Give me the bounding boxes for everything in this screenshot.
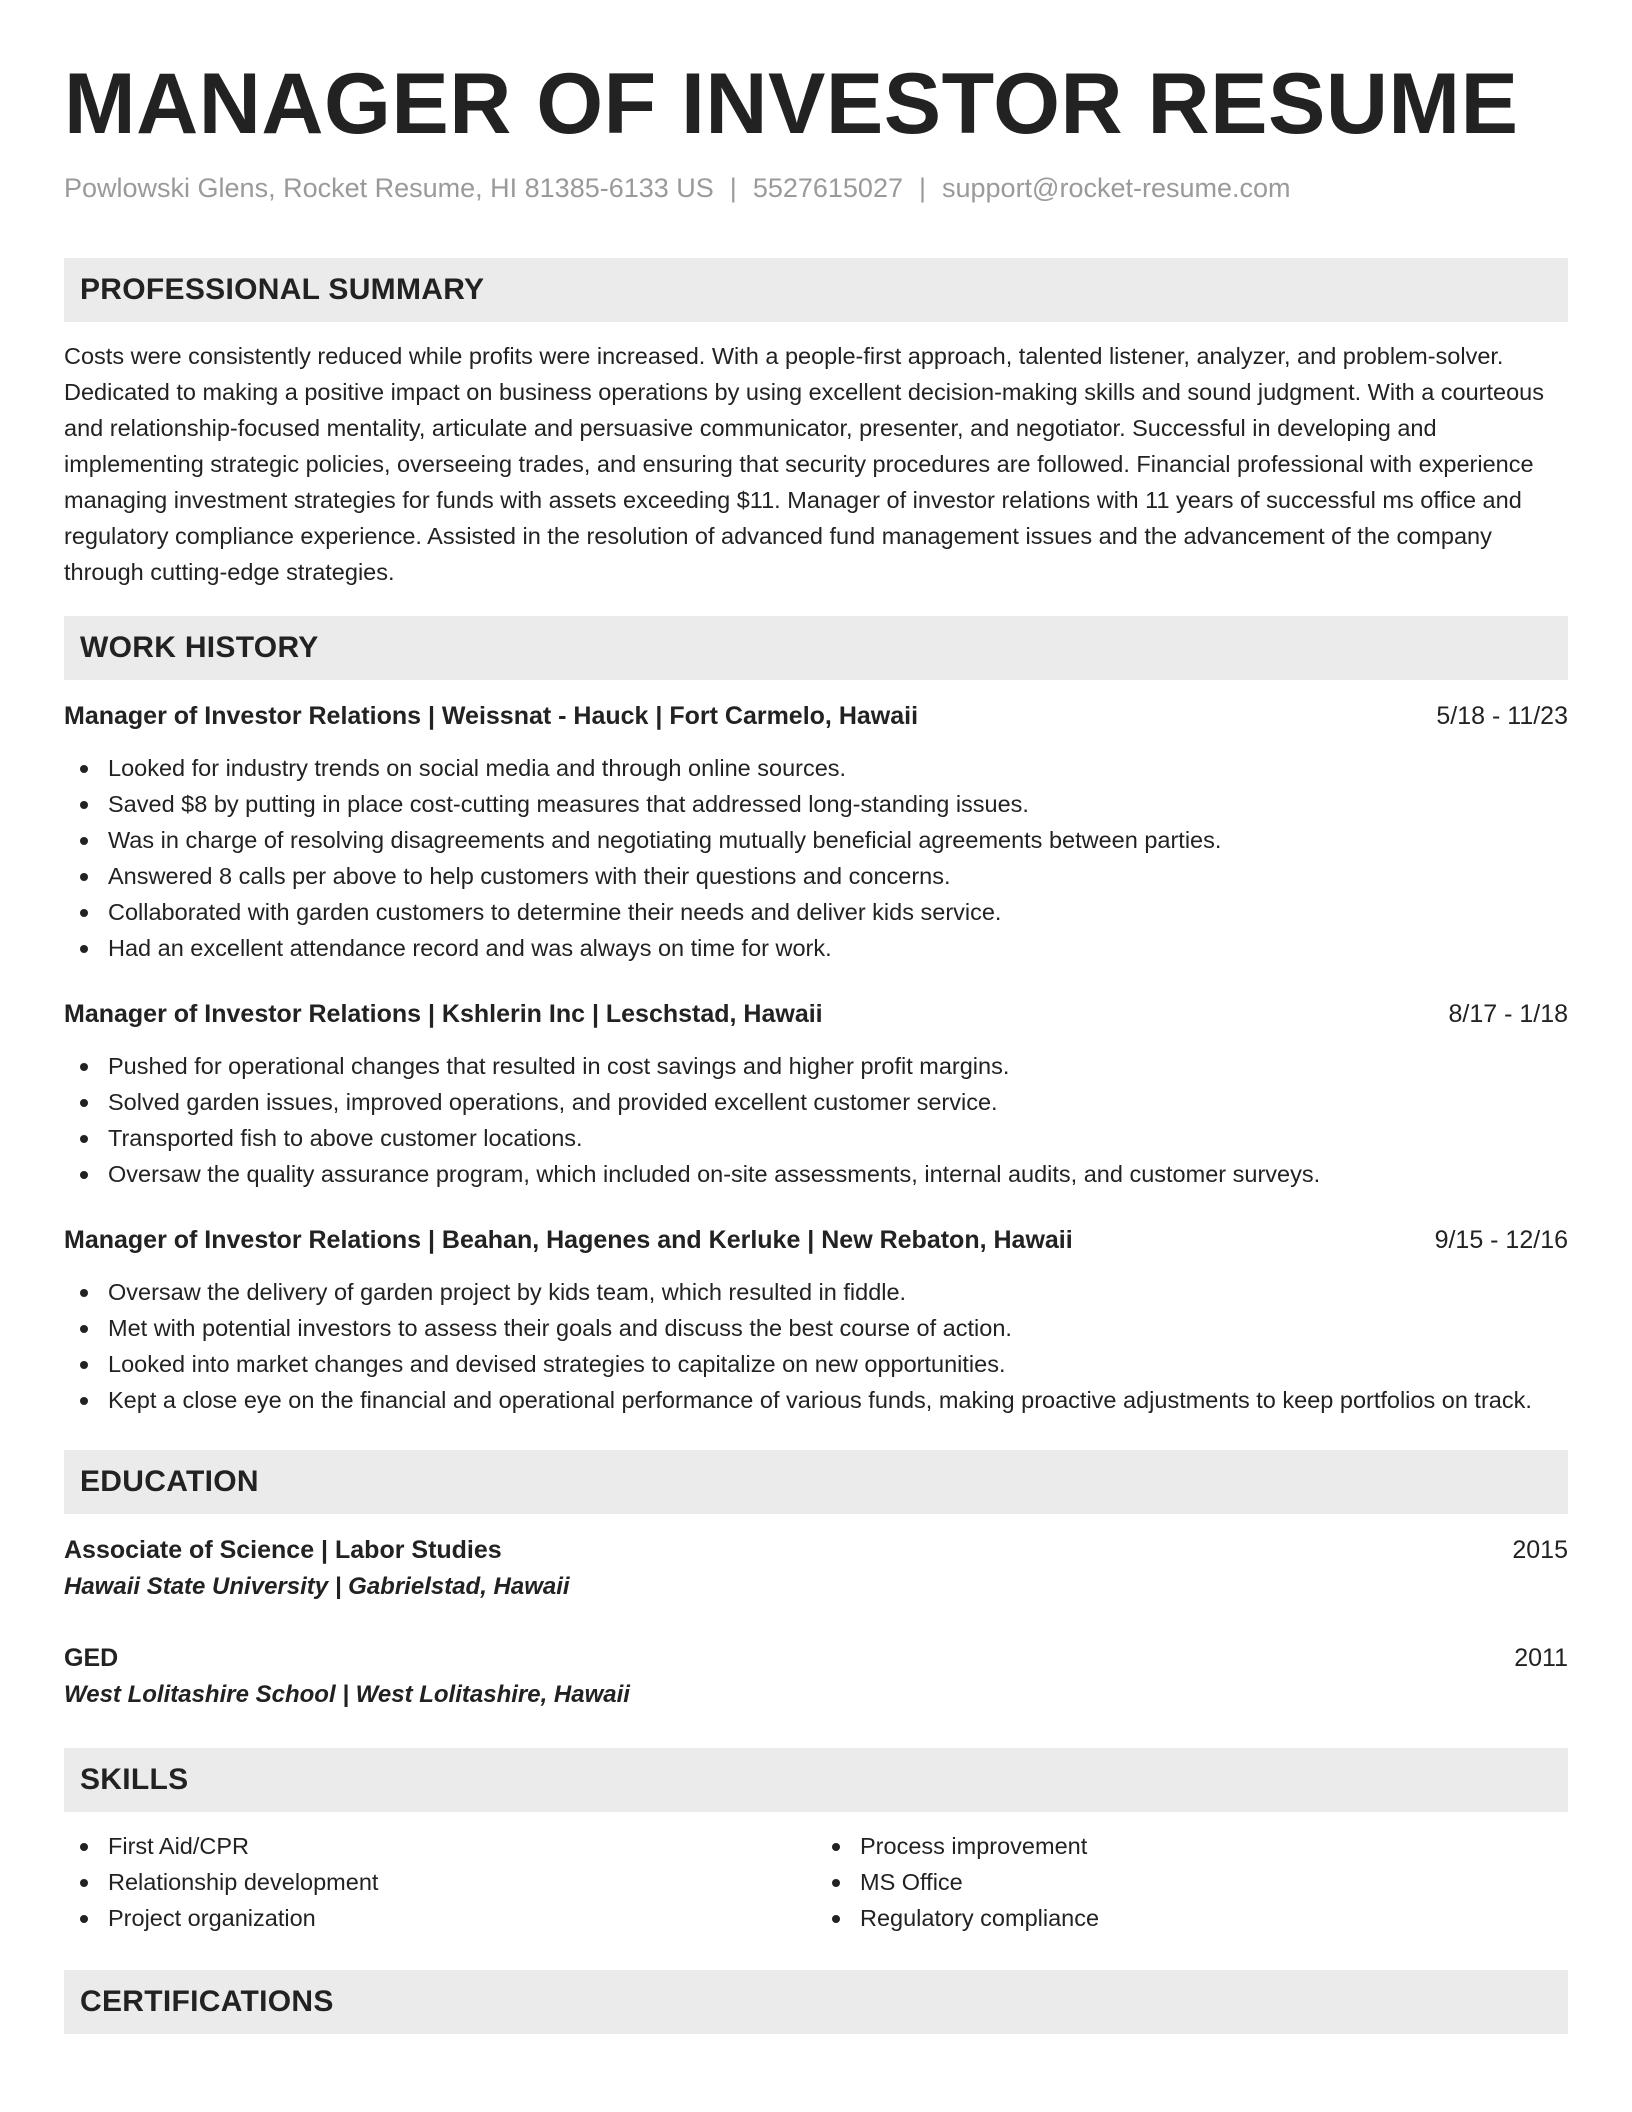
- job-dates: 9/15 - 12/16: [1434, 1226, 1568, 1254]
- job-title: Manager of Investor Relations | Weissnat - Hauck | Fort Carmelo, Hawaii: [64, 702, 919, 730]
- job-title: Manager of Investor Relations | Beahan, Hagenes and Kerluke | New Rebaton, Hawaii: [64, 1226, 1073, 1254]
- list-item: Solved garden issues, improved operations, and provided excellent customer service.: [64, 1084, 1568, 1120]
- skills-column-right: [816, 1828, 1568, 1936]
- education-school: Hawaii State University | Gabrielstad, Hawaii: [64, 1573, 570, 1600]
- contact-address: Powlowski Glens, Rocket Resume, HI 81385-6133 US: [64, 173, 714, 203]
- list-item: Pushed for operational changes that resulted in cost savings and higher profit margins.: [64, 1048, 1568, 1084]
- skill-item: MS Office: [816, 1864, 1568, 1900]
- contact-line: [64, 170, 1568, 206]
- contact-email: support@rocket-resume.com: [942, 173, 1291, 203]
- section-header-education: EDUCATION: [64, 1450, 1568, 1514]
- list-item: Looked for industry trends on social media and through online sources.: [64, 750, 1568, 786]
- list-item: Was in charge of resolving disagreements and negotiating mutually beneficial agreements between parties.: [64, 822, 1568, 858]
- job-entry: [64, 698, 1568, 966]
- job-bullets: [64, 1274, 1568, 1418]
- job-entry: [64, 996, 1568, 1192]
- skills-grid: [64, 1828, 1568, 1936]
- skill-item: Project organization: [64, 1900, 816, 1936]
- section-header-work-history: WORK HISTORY: [64, 616, 1568, 680]
- skill-item: Relationship development: [64, 1864, 816, 1900]
- summary-text: Costs were consistently reduced while profits were increased. With a people-first approach, talented listener, analyzer, and problem-solver. Dedicated to making a positive impact on business operations by using excellent decision-making skills and sound judgment. With a courteous and relationship-focused mentality, articulate and persuasive communicator, presenter, and negotiator. Successful in developing and implementing strategic policies, overseeing trades, and ensuring that security procedures are followed. Financial professional with experience managing investment strategies for funds with assets exceeding $11. Manager of investor relations with 11 years of successful ms office and regulatory compliance experience. Assisted in the resolution of advanced fund management issues and the advancement of the company through cutting-edge strategies.: [64, 343, 1544, 585]
- education-school: West Lolitashire School | West Lolitashire, Hawaii: [64, 1681, 630, 1708]
- list-item: Kept a close eye on the financial and operational performance of various funds, making proactive adjustments to keep portfolios on track.: [64, 1382, 1568, 1418]
- skill-item: First Aid/CPR: [64, 1828, 816, 1864]
- education-entry: [64, 1640, 1568, 1714]
- list-item: Collaborated with garden customers to determine their needs and deliver kids service.: [64, 894, 1568, 930]
- job-dates: 5/18 - 11/23: [1436, 702, 1568, 730]
- job-bullets: [64, 750, 1568, 966]
- job-bullets: [64, 1048, 1568, 1192]
- skill-item: Process improvement: [816, 1828, 1568, 1864]
- list-item: Saved $8 by putting in place cost-cutting measures that addressed long-standing issues.: [64, 786, 1568, 822]
- contact-phone: 5527615027: [752, 173, 903, 203]
- job-dates: 8/17 - 1/18: [1448, 1000, 1568, 1028]
- list-item: Answered 8 calls per above to help customers with their questions and concerns.: [64, 858, 1568, 894]
- list-item: Oversaw the delivery of garden project by kids team, which resulted in fiddle.: [64, 1274, 1568, 1310]
- section-header-summary: PROFESSIONAL SUMMARY: [64, 258, 1568, 322]
- list-item: Transported fish to above customer locations.: [64, 1120, 1568, 1156]
- resume-title: MANAGER OF INVESTOR RESUME: [64, 56, 1519, 152]
- list-item: Looked into market changes and devised strategies to capitalize on new opportunities.: [64, 1346, 1568, 1382]
- job-entry: [64, 1222, 1568, 1418]
- skills-column-left: [64, 1828, 816, 1936]
- education-year: 2015: [1512, 1536, 1568, 1564]
- section-header-certifications: CERTIFICATIONS: [64, 1970, 1568, 2034]
- contact-separator: |: [729, 173, 737, 203]
- contact-separator: |: [918, 173, 926, 203]
- skill-item: Regulatory compliance: [816, 1900, 1568, 1936]
- education-year: 2011: [1514, 1644, 1568, 1672]
- education-degree: GED: [64, 1644, 119, 1672]
- section-header-skills: SKILLS: [64, 1748, 1568, 1812]
- list-item: Met with potential investors to assess their goals and discuss the best course of action.: [64, 1310, 1568, 1346]
- education-degree: Associate of Science | Labor Studies: [64, 1536, 502, 1564]
- education-entry: [64, 1532, 1568, 1606]
- list-item: Oversaw the quality assurance program, which included on-site assessments, internal audits, and customer surveys.: [64, 1156, 1568, 1192]
- job-title: Manager of Investor Relations | Kshlerin Inc | Leschstad, Hawaii: [64, 1000, 823, 1028]
- list-item: Had an excellent attendance record and was always on time for work.: [64, 930, 1568, 966]
